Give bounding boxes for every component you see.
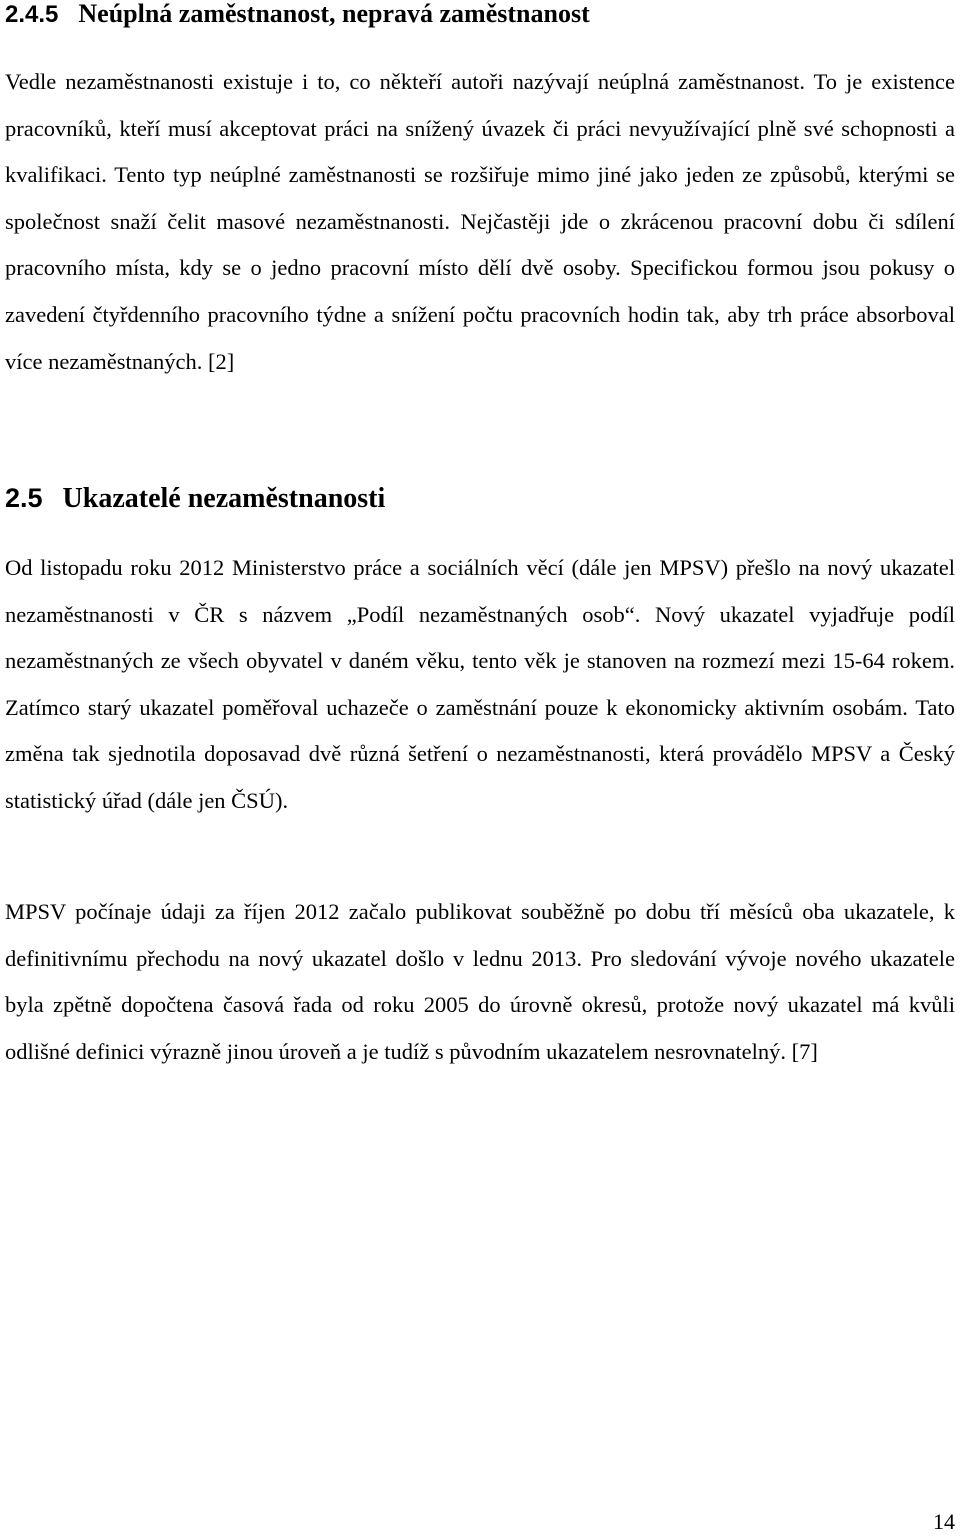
chapter-number: 2.5 [5, 483, 43, 513]
section-heading [5, 0, 590, 32]
chapter-title: Ukazatelé nezaměstnanosti [62, 483, 386, 514]
page-number: 14 [933, 1509, 955, 1534]
paragraph-new-indicator: Od listopadu roku 2012 Ministerstvo práce a sociálních věcí (dále jen MPSV) přešlo na nový ukazatel nezaměstnanosti v ČR s názvem „Podíl nezaměstnaných osob“. Nový ukazatel vyjadřuje podíl nezaměstnaných ze všech obyvatel v daném věku, tento věk je stanoven na rozmezí mezi 15-64 rokem. Zatímco starý ukazatel poměřoval uchazeče o zaměstnání pouze k ekonomicky aktivním osobám. Tato změna tak sjednotila doposavad dvě různá šetření o nezaměstnanosti, která provádělo MPSV a Český statistický úřad (dále jen ČSÚ). [5, 555, 955, 813]
paragraph-underemployment: Vedle nezaměstnanosti existuje i to, co někteří autoři nazývají neúplná zaměstnanost. To je existence pracovníků, kteří musí akceptovat práci na snížený úvazek či práci nevyužívající plně své schopnosti a kvalifikaci. Tento typ neúplné zaměstnanosti se rozšiřuje mimo jiné jako jeden ze způsobů, kterými se společnost snaží čelit masové nezaměstnanosti. Nejčastěji jde o zkrácenou pracovní dobu či sdílení pracovního místa, kdy se o jedno pracovní místo dělí dvě osoby. Specifickou formou jsou pokusy o zavedení čtyřdenního pracovního týdne a snížení počtu pracovních hodin tak, aby trh práce absorboval více nezaměstnaných. [2] [5, 69, 955, 374]
paragraph-mpsv-publication: MPSV počínaje údaji za říjen 2012 začalo publikovat souběžně po dobu tří měsíců oba ukazatele, k definitivnímu přechodu na nový ukazatel došlo v lednu 2013. Pro sledování vývoje nového ukazatele byla zpětně dopočtena časová řada od roku 2005 do úrovně okresů, protože nový ukazatel má kvůli odlišné definici výrazně jinou úroveň a je tudíž s původním ukazatelem nesrovnatelný. [7] [5, 899, 955, 1064]
section-number: 2.4.5 [5, 1, 59, 28]
section-title: Neúplná zaměstnanost, nepravá zaměstnanost [78, 0, 590, 28]
chapter-heading [5, 480, 385, 517]
